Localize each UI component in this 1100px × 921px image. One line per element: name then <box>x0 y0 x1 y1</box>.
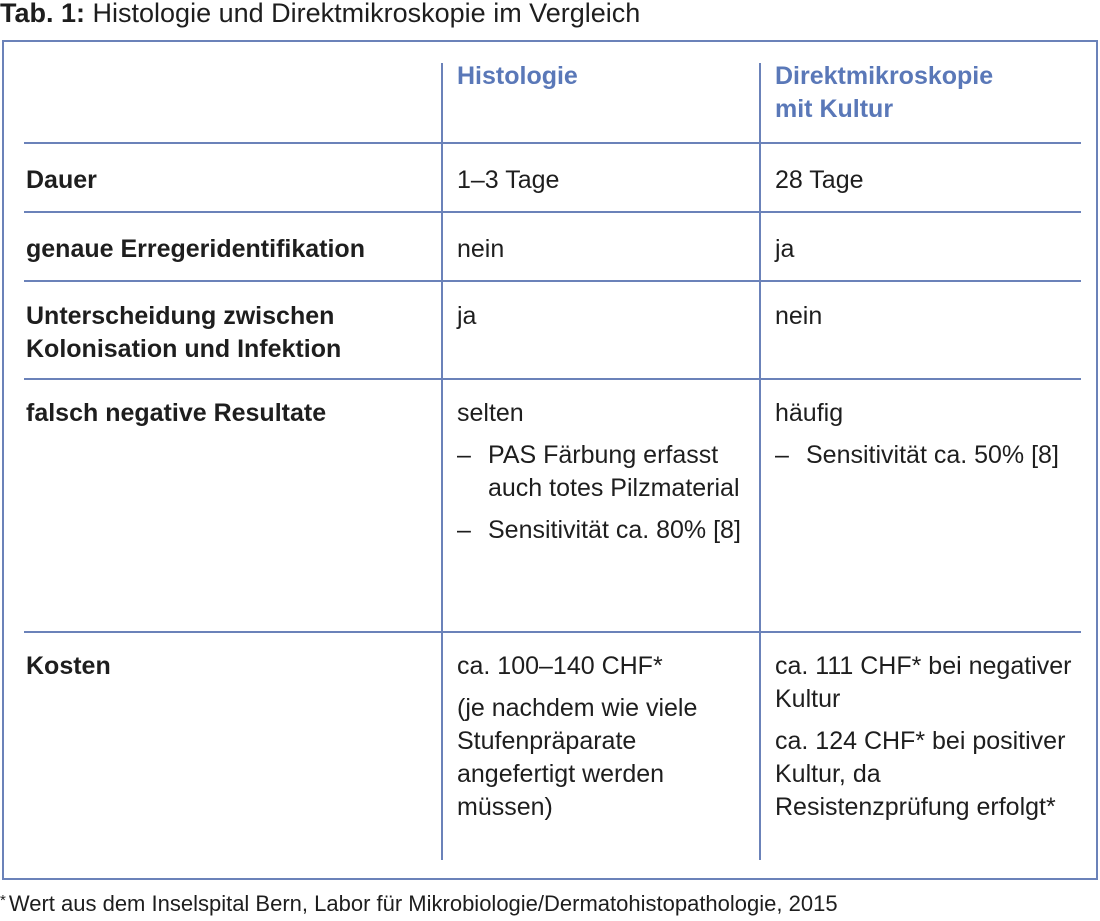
footnote-text: Wert aus dem Inselspital Bern, Labor für Mikrobiologie/Dermatohistopathologie, 2015 <box>8 891 838 916</box>
cell-unterscheidung-direkt <box>775 300 1080 342</box>
column-divider-1 <box>441 63 443 860</box>
cell-text: nein <box>775 302 823 330</box>
footnote <box>0 886 838 919</box>
bullet-item: – PAS Färbung erfasst auch totes Pilzmaterial <box>457 439 755 505</box>
cell-unterscheidung-histologie <box>457 300 755 342</box>
bullet-list <box>457 439 755 547</box>
row-label-line: genaue Erregeridentifikation <box>26 235 365 263</box>
bullet-item: – Sensitivität ca. 80% [8] <box>457 514 755 547</box>
column-divider-2 <box>759 63 761 860</box>
row-label-erregeridentifikation <box>26 233 431 266</box>
cell-text: ca. 100–140 CHF* <box>457 652 663 680</box>
footnote-marker: * <box>0 892 6 909</box>
row-label-line: Kolonisation und Infektion <box>26 335 342 363</box>
cell-kosten-direkt <box>775 650 1080 833</box>
caption-title: Histologie und Direktmikroskopie im Vergleich <box>92 0 641 28</box>
cell-kosten-histologie <box>457 650 755 833</box>
header-direkt-line2: mit Kultur <box>775 95 894 123</box>
row-rule <box>24 631 1081 633</box>
cell-falsch-negative-direkt <box>775 397 1080 481</box>
cell-text: ca. 124 CHF* bei positiver Kultur, da Resistenzprüfung erfolgt* <box>775 727 1066 821</box>
header-histologie <box>457 60 755 93</box>
cell-erreger-direkt <box>775 233 1080 275</box>
bullet-list <box>775 439 1080 472</box>
cell-falsch-negative-histologie <box>457 397 755 556</box>
row-rule <box>24 211 1081 213</box>
row-label-dauer <box>26 164 431 197</box>
row-label-falsch-negative <box>26 397 431 430</box>
cell-text: nein <box>457 235 505 263</box>
header-histologie-line1: Histologie <box>457 62 578 90</box>
cell-text: häufig <box>775 399 844 427</box>
cell-text: (je nachdem wie viele Stufenpräparate angefertigt werden müssen) <box>457 694 698 821</box>
cell-text: 1–3 Tage <box>457 166 560 194</box>
row-label-line: falsch negative Resultate <box>26 399 327 427</box>
row-rule <box>24 142 1081 144</box>
table-caption <box>0 0 640 30</box>
comparison-table <box>2 40 1098 880</box>
row-rule <box>24 280 1081 282</box>
row-label-line: Kosten <box>26 652 111 680</box>
cell-text: selten <box>457 399 524 427</box>
cell-text: ja <box>457 302 477 330</box>
caption-label: Tab. 1: <box>0 0 86 28</box>
cell-text: 28 Tage <box>775 166 864 194</box>
header-direkt-line1: Direktmikroskopie <box>775 62 994 90</box>
row-label-kosten <box>26 650 431 683</box>
row-label-line: Unterscheidung zwischen <box>26 302 335 330</box>
row-label-line: Dauer <box>26 166 97 194</box>
bullet-item: – Sensitivität ca. 50% [8] <box>775 439 1080 472</box>
row-label-unterscheidung <box>26 300 431 366</box>
cell-dauer-histologie <box>457 164 755 206</box>
cell-dauer-direkt <box>775 164 1080 206</box>
cell-text: ca. 111 CHF* bei negativer Kultur <box>775 652 1072 713</box>
cell-text: ja <box>775 235 795 263</box>
header-direktmikroskopie <box>775 60 1080 126</box>
cell-erreger-histologie <box>457 233 755 275</box>
row-rule <box>24 378 1081 380</box>
